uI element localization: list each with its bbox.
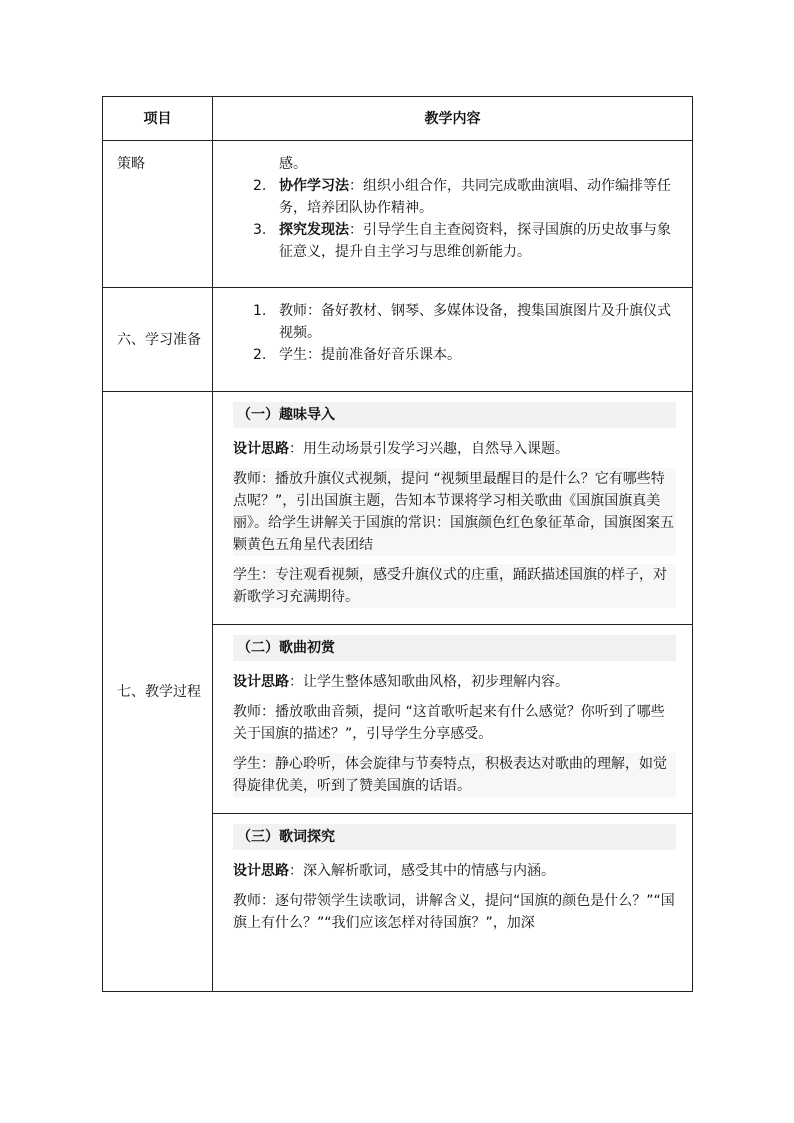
design-label: 设计思路	[233, 441, 289, 457]
strategy-list	[213, 175, 692, 263]
design-label: 设计思路	[233, 863, 289, 879]
design-idea	[233, 438, 676, 460]
student-activity: 学生：静心聆听，体会旋律与节奏特点，积极表达对歌曲的理解，如觉得旋律优美，听到了赞美国旗的话语。	[233, 753, 676, 797]
teacher-activity: 教师：逐句带领学生读歌词，讲解含义，提问“国旗的颜色是什么？”“国旗上有什么？”“我们应该怎样对待国旗？”，加深	[233, 893, 675, 931]
design-label: 设计思路	[233, 674, 289, 690]
preparation-content	[213, 288, 693, 392]
table-row-strategy	[103, 141, 693, 288]
list-item	[253, 300, 676, 344]
process-section-intro	[213, 392, 692, 625]
strategy-continued	[213, 141, 692, 175]
header-content: 教学内容	[213, 97, 693, 141]
table-header-row	[103, 97, 693, 141]
design-text: ：用生动场景引发学习兴趣，自然导入课题。	[289, 441, 569, 457]
list-item	[253, 344, 676, 366]
strategy-content	[213, 141, 693, 288]
strategy-label: 策略	[103, 141, 213, 288]
table-row-preparation	[103, 288, 693, 392]
strategy-method-text: ：引导学生自主查阅资料，探寻国旗的历史故事与象征意义，提升自主学习与思维创新能力。	[279, 222, 671, 260]
process-sections	[213, 392, 692, 988]
design-idea	[233, 860, 676, 882]
design-text: ：让学生整体感知歌曲风格，初步理解内容。	[289, 674, 569, 690]
list-item	[253, 219, 676, 263]
student-activity: 学生：专注观看视频，感受升旗仪式的庄重，踊跃描述国旗的样子，对新歌学习充满期待。	[233, 564, 676, 608]
section-title: （二）歌曲初赏	[233, 635, 676, 661]
preparation-list	[213, 288, 692, 366]
preparation-text: 教师：备好教材、钢琴、多媒体设备，搜集国旗图片及升旗仪式视频。	[279, 303, 671, 341]
header-item: 项目	[103, 97, 213, 141]
list-number: 2.	[253, 178, 267, 194]
process-label: 七、教学过程	[103, 392, 213, 992]
design-text: ：深入解析歌词，感受其中的情感与内涵。	[289, 863, 555, 879]
list-number: 1.	[253, 303, 267, 319]
design-idea	[233, 671, 676, 693]
teacher-activity: 教师：播放升旗仪式视频，提问 “视频里最醒目的是什么？它有哪些特点呢？”，引出国旗主题，告知本节课将学习相关歌曲《国旗国旗真美丽》。给学生讲解关于国旗的常识：国旗颜色红色象征革命，国旗图案五颗黄色五角星代表团结	[233, 468, 676, 556]
preparation-text: 学生：提前准备好音乐课本。	[279, 347, 461, 363]
section-title: （三）歌词探究	[233, 824, 676, 850]
list-item	[253, 175, 676, 219]
teacher-activity: 教师：播放歌曲音频，提问 “这首歌听起来有什么感觉？你听到了哪些关于国旗的描述？”，引导学生分享感受。	[233, 704, 665, 742]
list-number: 3.	[253, 222, 267, 238]
strategy-continued-text: 感。	[279, 156, 307, 172]
lesson-plan-table	[102, 96, 693, 992]
process-content	[213, 392, 693, 992]
section-title: （一）趣味导入	[233, 402, 676, 428]
process-section-lyrics	[213, 814, 692, 988]
process-section-listen	[213, 625, 692, 814]
strategy-method-name: 探究发现法	[279, 222, 349, 238]
strategy-method-text: ：组织小组合作，共同完成歌曲演唱、动作编排等任务，培养团队协作精神。	[279, 178, 671, 216]
list-number: 2.	[253, 347, 267, 363]
preparation-label: 六、学习准备	[103, 288, 213, 392]
table-row-process	[103, 392, 693, 992]
strategy-method-name: 协作学习法	[279, 178, 349, 194]
